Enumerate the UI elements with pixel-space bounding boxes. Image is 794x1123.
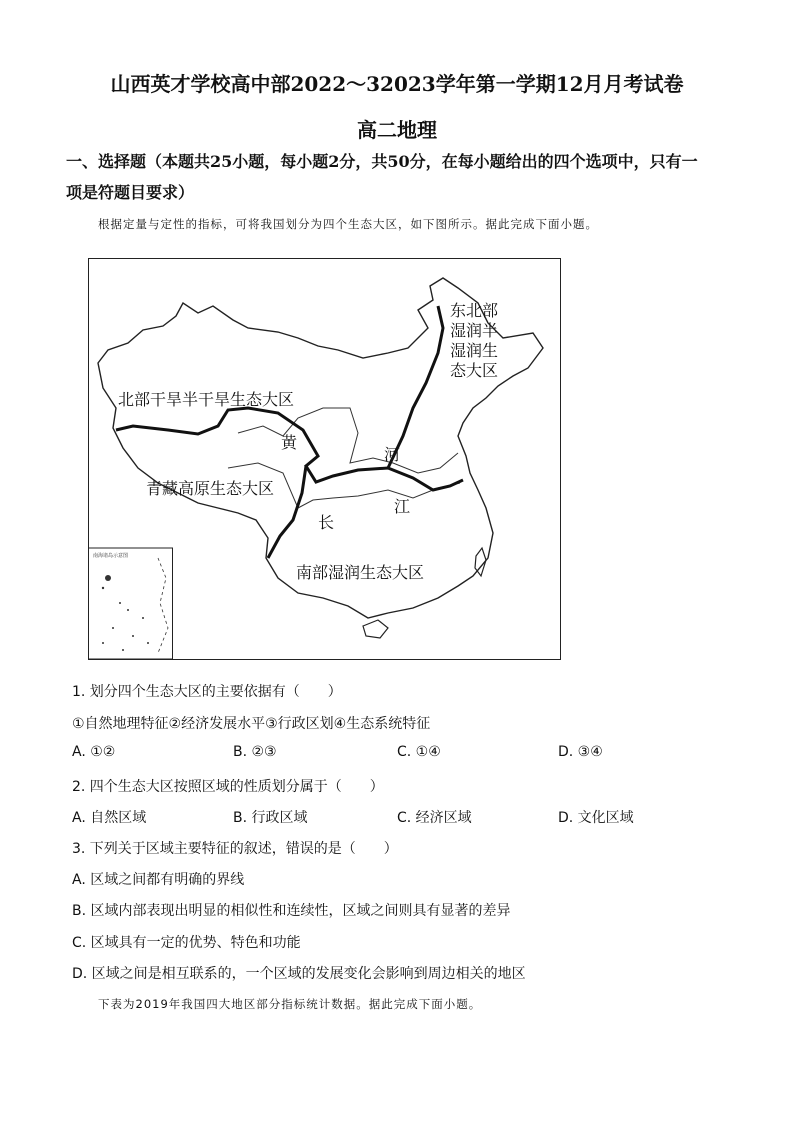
label-south-region: 南部湿润生态大区 xyxy=(296,563,425,582)
question-1-statements: ①自然地理特征②经济发展水平③行政区划④生态系统特征 xyxy=(72,716,431,732)
table-intro-text: 下表为2019年我国四大地区部分指标统计数据。据此完成下面小题。 xyxy=(98,997,482,1011)
question-3-stem: 3. 下列关于区域主要特征的叙述，错误的是（ ） xyxy=(72,841,398,857)
label-northeast-line1: 东北部 xyxy=(450,301,499,320)
label-northeast-line3: 湿润生 xyxy=(450,341,499,360)
exam-subtitle: 高二地理 xyxy=(357,118,437,142)
question-1-option-c[interactable]: C. ①④ xyxy=(397,744,441,760)
question-1-option-b[interactable]: B. ②③ xyxy=(233,744,277,760)
question-2-option-d[interactable]: D. 文化区域 xyxy=(558,810,634,826)
map-intro-text: 根据定量与定性的指标，可将我国划分为四个生态大区，如下图所示。据此完成下面小题。 xyxy=(98,217,598,231)
question-3-option-b[interactable]: B. 区域内部表现出明显的相似性和连续性，区域之间则具有显著的差异 xyxy=(72,903,511,919)
question-3-option-d[interactable]: D. 区域之间是相互联系的，一个区域的发展变化会影响到周边相关的地区 xyxy=(72,966,526,982)
question-1-stem: 1. 划分四个生态大区的主要依据有（ ） xyxy=(72,684,342,700)
eco-region-map xyxy=(88,258,561,660)
question-3-option-c[interactable]: C. 区域具有一定的优势、特色和功能 xyxy=(72,935,301,951)
question-2-option-b[interactable]: B. 行政区域 xyxy=(233,810,308,826)
label-jiang: 江 xyxy=(394,497,411,516)
question-1-option-a[interactable]: A. ①② xyxy=(72,744,116,760)
label-northeast-line2: 湿润半 xyxy=(450,321,499,340)
question-2-option-c[interactable]: C. 经济区域 xyxy=(397,810,472,826)
label-huang: 黄 xyxy=(281,433,298,452)
question-2-option-a[interactable]: A. 自然区域 xyxy=(72,810,147,826)
section-heading-line1: 一、选择题（本题共25小题，每小题2分，共50分，在每小题给出的四个选项中，只有一 xyxy=(66,152,698,171)
question-3-option-a[interactable]: A. 区域之间都有明确的界线 xyxy=(72,872,245,888)
label-he: 河 xyxy=(384,445,401,464)
exam-title: 山西英才学校高中部2022～32023学年第一学期12月月考试卷 xyxy=(110,72,684,96)
label-qinghai-region: 青藏高原生态大区 xyxy=(146,479,275,498)
question-1-option-d[interactable]: D. ③④ xyxy=(558,744,603,760)
label-chang: 长 xyxy=(318,513,335,532)
section-heading-line2: 项是符题目要求） xyxy=(66,183,195,202)
inset-label: 南海诸岛示意图 xyxy=(93,553,129,559)
question-2-stem: 2. 四个生态大区按照区域的性质划分属于（ ） xyxy=(72,779,384,795)
label-north-region: 北部干旱半干旱生态大区 xyxy=(118,390,295,409)
label-northeast-line4: 态大区 xyxy=(450,361,499,380)
